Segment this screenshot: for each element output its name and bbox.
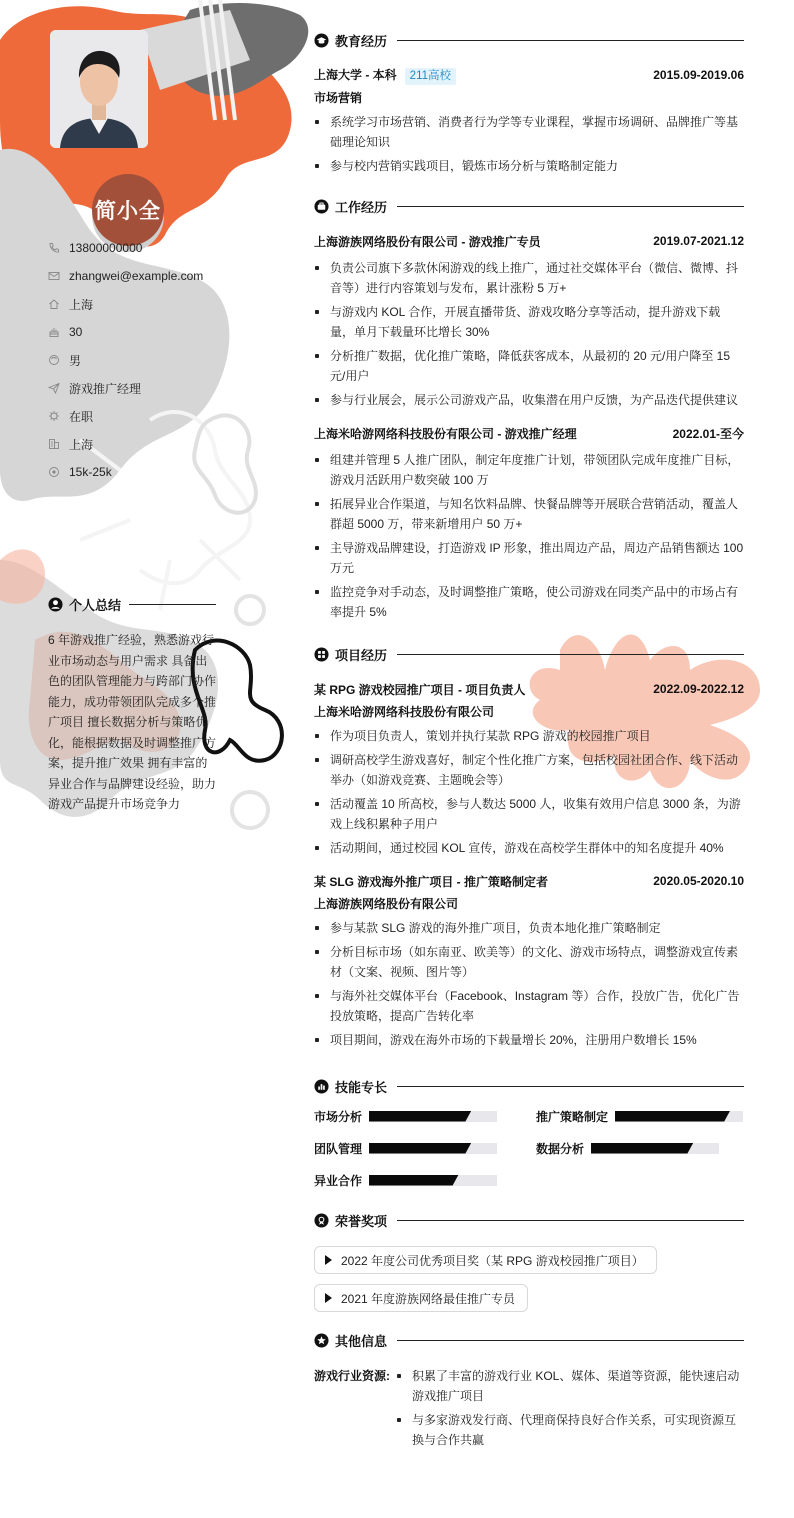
list-item: 调研高校学生游戏喜好，制定个性化推广方案，包括校园社团合作、线下活动举办（如游戏竞赛、主题晚会等）: [314, 750, 744, 790]
briefcase-icon: [314, 199, 329, 214]
project-bullets: [314, 918, 744, 1050]
section-header: [314, 1210, 744, 1230]
project-date: 2020.05-2020.10: [653, 874, 744, 888]
award-item: [314, 1284, 528, 1312]
other-row: [314, 1366, 744, 1454]
list-item: 活动期间，通过校园 KOL 宣传，游戏在高校学生群体中的知名度提升 40%: [314, 838, 744, 858]
award-text: 2021 年度游族网络最佳推广专员: [341, 1291, 516, 1306]
school-tag: 211高校: [405, 68, 456, 85]
section-header: [314, 30, 744, 50]
other-section: [314, 1330, 744, 1454]
skill-item: [536, 1106, 743, 1126]
graduation-cap-icon: [314, 33, 329, 48]
contact-location: [48, 290, 228, 318]
skill-bar-fill: [369, 1143, 471, 1154]
section-divider: [397, 40, 744, 41]
contact-phone: [48, 234, 228, 262]
phone-icon: [48, 242, 60, 254]
skill-bar: [369, 1143, 497, 1154]
project-date: 2022.09-2022.12: [653, 682, 744, 696]
project-title: 某 SLG 游戏海外推广项目 - 推广策略制定者: [314, 874, 549, 889]
section-title: 荣誉奖项: [335, 1213, 388, 1229]
contact-text: 13800000000: [69, 241, 143, 255]
ring-shape-2: [232, 792, 268, 828]
skill-name: 市场分析: [314, 1109, 363, 1124]
contact-list: [48, 234, 228, 486]
contact-status: [48, 402, 228, 430]
section-header: [314, 196, 744, 216]
skill-bar: [591, 1143, 719, 1154]
skill-name: 团队管理: [314, 1141, 363, 1156]
contact-text: 男: [69, 353, 82, 368]
bar-chart-icon: [314, 1079, 329, 1094]
job-date: 2019.07-2021.12: [653, 234, 744, 248]
contact-text: 游戏推广经理: [69, 381, 142, 396]
section-header: [314, 1330, 744, 1350]
salary-icon: [48, 466, 60, 478]
project-company: 上海游族网络股份有限公司: [314, 897, 459, 911]
skill-name: 数据分析: [536, 1141, 585, 1156]
star-badge-icon: [314, 1333, 329, 1348]
mail-icon: [48, 270, 60, 282]
other-bullets: [396, 1366, 744, 1454]
section-divider: [397, 1340, 744, 1341]
job-bullets: [314, 450, 744, 622]
contact-position: [48, 374, 228, 402]
skill-bar-fill: [369, 1111, 471, 1122]
section-title: 教育经历: [335, 33, 388, 49]
list-item: 与多家游戏发行商、代理商保持良好合作关系，可实现资源互换与合作共赢: [396, 1410, 744, 1450]
job-bullets: [314, 258, 744, 410]
contact-text: 15k-25k: [69, 465, 112, 479]
avatar: [50, 30, 148, 148]
school-name: 上海大学 - 本科: [314, 67, 397, 82]
skill-item: [536, 1138, 719, 1158]
avatar-illustration: [50, 30, 148, 148]
medal-icon: [314, 1213, 329, 1228]
contact-text: 在职: [69, 409, 94, 424]
skill-bar: [369, 1111, 497, 1122]
list-item: 项目期间，游戏在海外市场的下载量增长 20%，注册用户数增长 15%: [314, 1030, 744, 1050]
skill-item: [314, 1138, 497, 1158]
name-badge: 简小全: [92, 174, 164, 246]
section-divider: [397, 1086, 744, 1087]
building-icon: [48, 438, 60, 450]
contact-text: zhangwei@example.com: [69, 269, 204, 283]
play-triangle-icon: [325, 1293, 332, 1303]
skill-item: [314, 1106, 497, 1126]
skills-grid: [314, 1106, 744, 1202]
job-title: 上海游族网络股份有限公司 - 游戏推广专员: [314, 234, 541, 249]
section-divider: [129, 604, 216, 605]
skill-bar: [369, 1175, 497, 1186]
education-entry-header: [314, 64, 744, 86]
list-item: 与游戏内 KOL 合作，开展直播带货、游戏攻略分享等活动，提升游戏下载量，单月下载量环比增长 30%: [314, 302, 744, 342]
award-text: 2022 年度公司优秀项目奖（某 RPG 游戏校园推广项目）: [341, 1253, 644, 1268]
project-header: [314, 870, 744, 892]
summary-title: 个人总结: [69, 598, 122, 613]
education-bullets: [314, 112, 744, 176]
send-icon: [48, 382, 60, 394]
summary-text: 6 年游戏推广经验，熟悉游戏行业市场动态与用户需求 具备出色的团队管理能力与跨部门协作能力，成功带领团队完成多个推广项目 擅长数据分析与策略优化，能根据数据及时调整推广方案，提升推广效果 拥有丰富的异业合作与品牌建设经验，助力游戏产品提升市场竞争力: [48, 633, 217, 811]
list-item: 主导游戏品牌建设，打造游戏 IP 形象，推出周边产品，周边产品销售额达 100 万元: [314, 538, 744, 578]
contact-city: [48, 430, 228, 458]
contact-text: 上海: [69, 437, 94, 452]
job-title: 上海米哈游网络科技股份有限公司 - 游戏推广经理: [314, 426, 577, 441]
awards-section: [314, 1210, 744, 1322]
skill-item: [314, 1170, 497, 1190]
award-item: [314, 1246, 657, 1274]
grid-icon: [314, 647, 329, 662]
list-item: 作为项目负责人，策划并执行某款 RPG 游戏的校园推广项目: [314, 726, 744, 746]
list-item: 活动覆盖 10 所高校，参与人数达 5000 人，收集有效用户信息 3000 条，为游戏上线积累种子用户: [314, 794, 744, 834]
section-title: 工作经历: [335, 199, 388, 215]
right-column: [314, 30, 744, 1454]
section-divider: [397, 206, 744, 207]
section-divider: [397, 1220, 744, 1221]
contact-email: [48, 262, 228, 290]
skill-bar-fill: [615, 1111, 730, 1122]
gender-icon: [48, 354, 60, 366]
status-icon: [48, 410, 60, 422]
section-header: [314, 644, 744, 664]
list-item: 与海外社交媒体平台（Facebook、Instagram 等）合作，投放广告，优化广告投放策略，提高广告转化率: [314, 986, 744, 1026]
summary-header: [48, 595, 216, 614]
job-header: [314, 230, 744, 252]
projects-section: [314, 644, 744, 1050]
skill-bar-fill: [591, 1143, 693, 1154]
awards-list: [314, 1246, 744, 1322]
list-item: 监控竞争对手动态，及时调整推广策略，使公司游戏在同类产品中的市场占有率提升 5%: [314, 582, 744, 622]
contact-salary: [48, 458, 228, 486]
contact-age: [48, 318, 228, 346]
project-company: 上海米哈游网络科技股份有限公司: [314, 705, 495, 719]
contact-gender: [48, 346, 228, 374]
list-item: 分析目标市场（如东南亚、欧美等）的文化、游戏市场特点，调整游戏宣传素材（文案、视频、图片等）: [314, 942, 744, 982]
cake-icon: [48, 326, 60, 338]
job-date: 2022.01-至今: [672, 426, 744, 441]
skill-name: 异业合作: [314, 1173, 363, 1188]
section-title: 项目经历: [335, 647, 388, 663]
list-item: 参与校内营销实践项目，锻炼市场分析与策略制定能力: [314, 156, 744, 176]
list-item: 组建并管理 5 人推广团队，制定年度推广计划，带领团队完成年度推广目标，游戏月活跃用户数突破 100 万: [314, 450, 744, 490]
list-item: 参与行业展会，展示公司游戏产品，收集潜在用户反馈，为产品迭代提供建议: [314, 390, 744, 410]
education-section: [314, 30, 744, 176]
skill-name: 推广策略制定: [536, 1109, 609, 1124]
section-title: 技能专长: [335, 1079, 388, 1095]
list-item: 负责公司旗下多款休闲游戏的线上推广，通过社交媒体平台（微信、微博、抖音等）进行内容策划与发布，累计涨粉 5 万+: [314, 258, 744, 298]
education-major: 市场营销: [314, 91, 363, 105]
skills-section: [314, 1076, 744, 1202]
section-header: [314, 1076, 744, 1096]
play-triangle-icon: [325, 1255, 332, 1265]
contact-text: 上海: [69, 297, 94, 312]
project-title: 某 RPG 游戏校园推广项目 - 项目负责人: [314, 682, 526, 697]
contact-text: 30: [69, 325, 83, 339]
other-label: 游戏行业资源:: [314, 1369, 390, 1383]
job-header: [314, 422, 744, 444]
list-item: 分析推广数据，优化推广策略，降低获客成本，从最初的 20 元/用户降至 15 元/用户: [314, 346, 744, 386]
skill-bar: [615, 1111, 743, 1122]
list-item: 积累了丰富的游戏行业 KOL、媒体、渠道等资源，能快速启动游戏推广项目: [396, 1366, 744, 1406]
section-divider: [397, 654, 744, 655]
section-title: 其他信息: [335, 1333, 388, 1349]
skill-bar-fill: [369, 1175, 459, 1186]
list-item: 参与某款 SLG 游戏的海外推广项目，负责本地化推广策略制定: [314, 918, 744, 938]
list-item: 拓展异业合作渠道，与知名饮料品牌、快餐品牌等开展联合营销活动，覆盖人群超 5000 万，带来新增用户 50 万+: [314, 494, 744, 534]
education-date: 2015.09-2019.06: [653, 68, 744, 82]
home-icon: [48, 298, 60, 310]
user-circle-icon: [48, 597, 63, 612]
project-header: [314, 678, 744, 700]
list-item: 系统学习市场营销、消费者行为学等专业课程，掌握市场调研、品牌推广等基础理论知识: [314, 112, 744, 152]
work-section: [314, 196, 744, 622]
ring-shape: [236, 596, 264, 624]
left-column: [48, 30, 218, 811]
project-bullets: [314, 726, 744, 858]
